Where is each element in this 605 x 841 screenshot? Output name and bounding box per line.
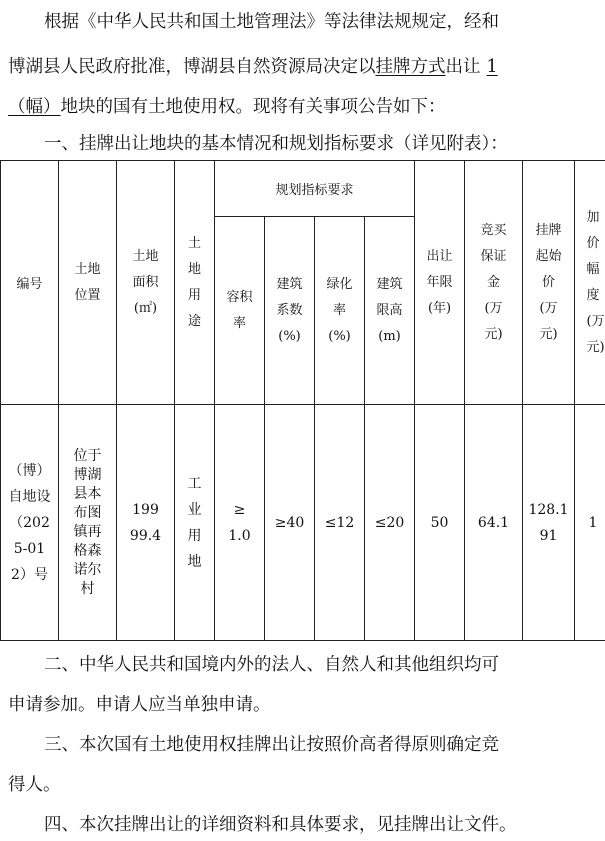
header-planning: 规划指标要求 — [215, 161, 415, 217]
intro-line-2-middle: 出让 — [445, 57, 481, 77]
section-4: 四、本次挂牌出让的详细资料和具体要求，见挂牌出让文件。 — [44, 815, 517, 835]
header-far: 容积率 — [215, 217, 265, 405]
cell-location: 位于博湖县本布图镇再格森诺尔村 — [59, 405, 117, 641]
section-2-line-1: 二、中华人民共和国境内外的法人、自然人和其他组织均可 — [44, 655, 499, 675]
section-2-line-2: 申请参加。申请人应当单独申请。 — [8, 695, 271, 715]
header-id: 编号 — [1, 161, 59, 405]
section-3-line-2: 得人。 — [8, 775, 61, 795]
cell-deposit: 64.1 — [465, 405, 523, 641]
cell-height: ≤20 — [365, 405, 415, 641]
header-green: 绿化率(%) — [315, 217, 365, 405]
header-start-price: 挂牌起始价(万元) — [523, 161, 575, 405]
cell-term: 50 — [415, 405, 465, 641]
intro-line-2-prefix: 博湖县人民政府批准，博湖县自然资源局决定以 — [8, 57, 376, 77]
header-use: 土地用途 — [175, 161, 215, 405]
cell-increment: 1 — [575, 405, 605, 641]
cell-density: ≥40 — [265, 405, 315, 641]
cell-area: 19999.4 — [117, 405, 175, 641]
cell-id: （博）自地设（2025-012）号 — [1, 405, 59, 641]
intro-line-1: 根据《中华人民共和国土地管理法》等法律法规规定，经和 — [44, 12, 499, 32]
cell-green: ≤12 — [315, 405, 365, 641]
cell-use: 工业用地 — [175, 405, 215, 641]
header-area: 土地面积(㎡) — [117, 161, 175, 405]
cell-far: ≥1.0 — [215, 405, 265, 641]
header-density: 建筑系数(%) — [265, 217, 315, 405]
parcel-count: 1 — [486, 57, 498, 77]
land-parcel-table — [0, 160, 605, 641]
header-term: 出让年限(年) — [415, 161, 465, 405]
cell-start-price: 128.191 — [523, 405, 575, 641]
intro-line-2 — [8, 57, 598, 77]
intro-line-3 — [8, 97, 598, 117]
header-deposit: 竞买保证金(万元) — [465, 161, 523, 405]
header-height: 建筑限高(m) — [365, 217, 415, 405]
header-increment: 加价幅度(万元) — [575, 161, 605, 405]
header-location: 土地位置 — [59, 161, 117, 405]
intro-line-3-rest: 地块的国有土地使用权。现将有关事项公告如下： — [60, 97, 446, 117]
parcel-unit: （幅） — [8, 97, 61, 117]
section-1-heading: 一、挂牌出让地块的基本情况和规划指标要求（详见附表）： — [44, 134, 508, 154]
section-3-line-1: 三、本次国有土地使用权挂牌出让按照价高者得原则确定竞 — [44, 735, 499, 755]
transfer-method: 挂牌方式 — [375, 57, 446, 77]
